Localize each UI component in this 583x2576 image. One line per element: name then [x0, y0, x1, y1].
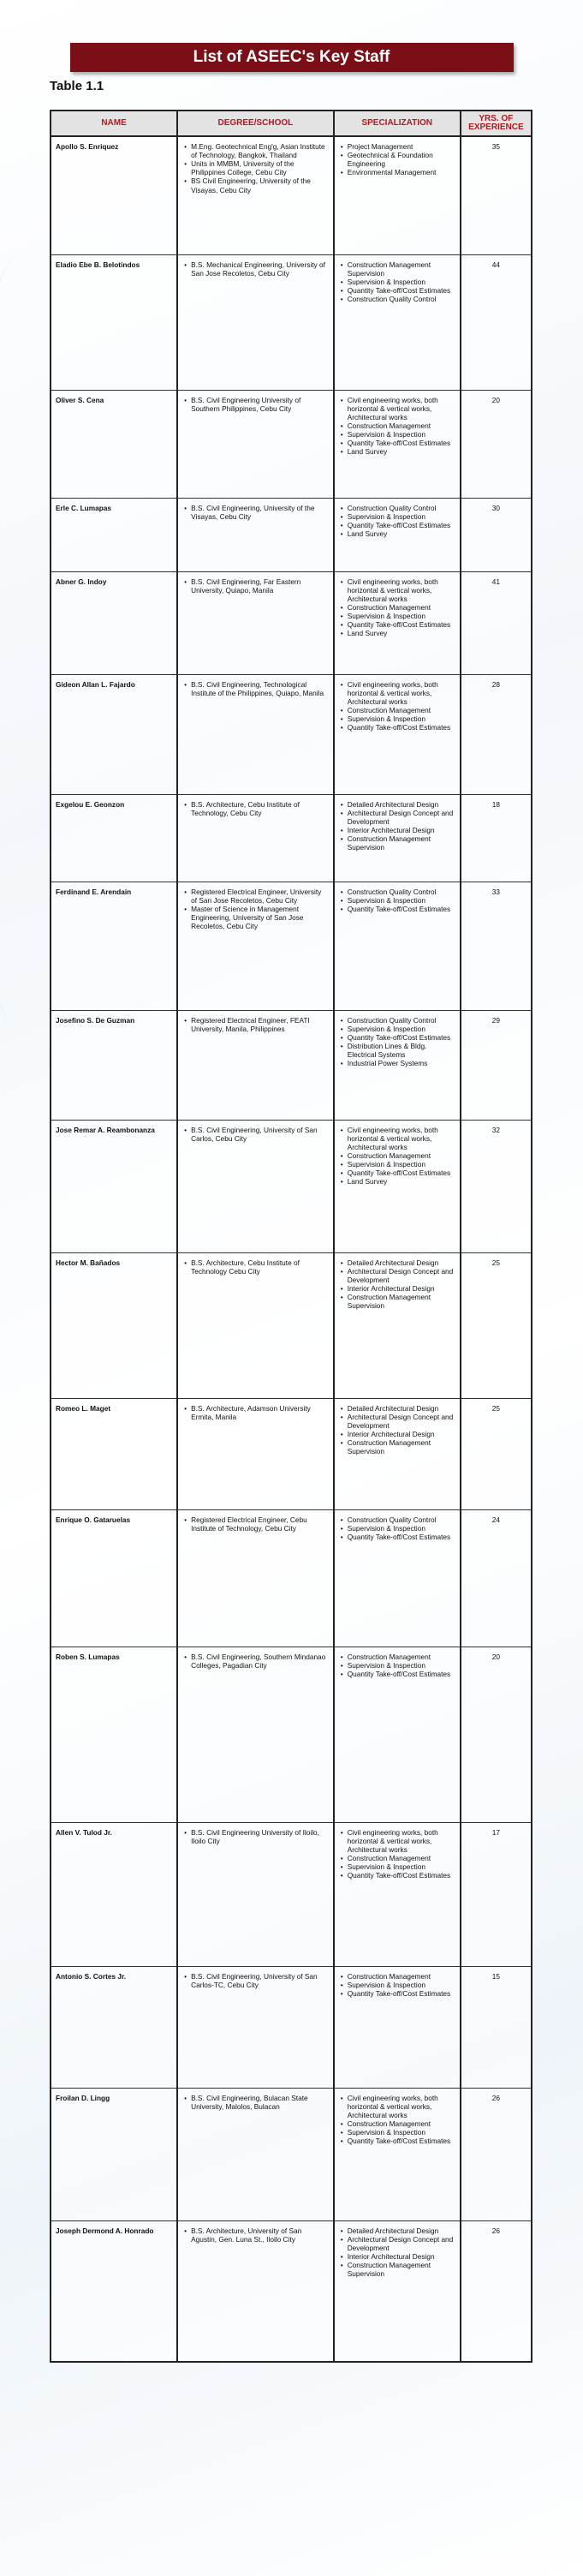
staff-name: Josefino S. De Guzman [51, 1010, 177, 1120]
specialization-item: • Industrial Power Systems [348, 1059, 455, 1067]
specialization-item: • Construction Management Supervision [348, 260, 455, 278]
specialization-item: • Interior Architectural Design [348, 1284, 455, 1293]
specialization-item: • Architectural Design Concept and Development [348, 809, 455, 826]
specialization-item: • Quantity Take-off/Cost Estimates [348, 1989, 455, 1998]
staff-name: Antonio S. Cortes Jr. [51, 1966, 177, 2088]
degree-list [182, 1404, 329, 1421]
specialization-item: • Quantity Take-off/Cost Estimates [348, 439, 455, 447]
staff-name: Eladio Ebe B. Belotindos [51, 254, 177, 390]
years-experience: 17 [461, 1822, 532, 1966]
specialization-item: • Environmental Management [348, 168, 455, 176]
years-experience: 32 [461, 1120, 532, 1252]
specialization-item: • Quantity Take-off/Cost Estimates [348, 905, 455, 913]
specialization-item: • Land Survey [348, 447, 455, 456]
specialization-item: • Quantity Take-off/Cost Estimates [348, 286, 455, 295]
specialization-item: • Construction Management Supervision [348, 2261, 455, 2278]
specialization-item: • Construction Management [348, 1972, 455, 1981]
specialization-list [339, 1126, 455, 1186]
degree-item: • B.S. Mechanical Engineering, University of San Jose Recoletos, Cebu City [191, 260, 329, 278]
specialization-list [339, 1258, 455, 1311]
years-experience: 30 [461, 498, 532, 571]
staff-name: Romeo L. Maget [51, 1398, 177, 1509]
specialization-list [339, 1653, 455, 1678]
degree-item: • B.S. Architecture, University of San Agustin, Gen. Luna St., Iloilo City [191, 2226, 329, 2244]
table-row [51, 136, 532, 254]
degree-item: • B.S. Architecture, Adamson University Ermita, Manila [191, 1404, 329, 1421]
specialization-list [339, 800, 455, 852]
degree-list [182, 1653, 329, 1670]
staff-name: Erle C. Lumapas [51, 498, 177, 571]
degree-item: • M.Eng. Geotechnical Eng'g, Asian Institute of Technology, Bangkok, Thailand [191, 142, 329, 159]
years-experience: 35 [461, 136, 532, 254]
table-row [51, 254, 532, 390]
specialization-item: • Construction Management Supervision [348, 1293, 455, 1310]
table-row [51, 794, 532, 882]
degree-item: • B.S. Civil Engineering, Far Eastern University, Quiapo, Manila [191, 577, 329, 595]
degree-item: • B.S. Civil Engineering, University of San Carlos, Cebu City [191, 1126, 329, 1143]
specialization-cell [334, 1398, 461, 1509]
degree-cell [177, 794, 334, 882]
years-experience: 20 [461, 1647, 532, 1822]
degree-list [182, 1828, 329, 1845]
specialization-cell [334, 390, 461, 498]
degree-cell [177, 390, 334, 498]
staff-name: Oliver S. Cena [51, 390, 177, 498]
degree-list [182, 577, 329, 595]
specialization-cell [334, 1509, 461, 1647]
years-experience: 41 [461, 571, 532, 674]
degree-item: • B.S. Civil Engineering, University of the Visayas, Cebu City [191, 504, 329, 521]
specialization-cell [334, 882, 461, 1010]
specialization-item: • Project Management [348, 142, 455, 151]
table-label: Table 1.1 [50, 79, 104, 93]
column-header-name: NAME [51, 111, 177, 136]
specialization-list [339, 504, 455, 538]
degree-cell [177, 1252, 334, 1398]
specialization-item: • Interior Architectural Design [348, 1430, 455, 1438]
degree-item: • B.S. Civil Engineering University of Southern Philippines, Cebu City [191, 396, 329, 413]
specialization-item: • Supervision & Inspection [348, 896, 455, 905]
header [0, 43, 583, 72]
degree-list [182, 260, 329, 278]
degree-cell [177, 571, 334, 674]
specialization-item: • Construction Quality Control [348, 888, 455, 896]
staff-name: Allen V. Tulod Jr. [51, 1822, 177, 1966]
specialization-list [339, 577, 455, 638]
specialization-item: • Supervision & Inspection [348, 1025, 455, 1033]
table-row [51, 1252, 532, 1398]
staff-name: Exgelou E. Geonzon [51, 794, 177, 882]
specialization-item: • Architectural Design Concept and Development [348, 1413, 455, 1430]
degree-list [182, 1126, 329, 1143]
degree-cell [177, 882, 334, 1010]
specialization-cell [334, 1010, 461, 1120]
specialization-cell [334, 254, 461, 390]
years-experience: 24 [461, 1509, 532, 1647]
specialization-item: • Interior Architectural Design [348, 826, 455, 834]
degree-item: • BS Civil Engineering, University of the Visayas, Cebu City [191, 176, 329, 194]
specialization-item: • Construction Management [348, 1854, 455, 1862]
table-body [51, 136, 532, 2362]
years-experience: 44 [461, 254, 532, 390]
degree-item: • B.S. Architecture, Cebu Institute of Technology, Cebu City [191, 800, 329, 817]
degree-list [182, 504, 329, 521]
specialization-item: • Civil engineering works, both horizontal & vertical works, Architectural works [348, 680, 455, 706]
specialization-cell [334, 1966, 461, 2088]
specialization-item: • Construction Quality Control [348, 1016, 455, 1025]
specialization-item: • Land Survey [348, 1177, 455, 1186]
specialization-cell [334, 498, 461, 571]
table-row [51, 1822, 532, 1966]
specialization-item: • Detailed Architectural Design [348, 2226, 455, 2235]
staff-name: Froilan D. Lingg [51, 2088, 177, 2220]
specialization-item: • Detailed Architectural Design [348, 1258, 455, 1267]
degree-list [182, 142, 329, 194]
degree-list [182, 680, 329, 697]
specialization-list [339, 1828, 455, 1880]
degree-cell [177, 674, 334, 794]
specialization-item: • Construction Quality Control [348, 504, 455, 512]
column-header-degree: DEGREE/SCHOOL [177, 111, 334, 136]
table-row [51, 1647, 532, 1822]
specialization-item: • Construction Management Supervision [348, 834, 455, 852]
specialization-item: • Quantity Take-off/Cost Estimates [348, 1871, 455, 1880]
specialization-item: • Detailed Architectural Design [348, 1404, 455, 1413]
specialization-list [339, 142, 455, 176]
degree-list [182, 888, 329, 931]
years-experience: 15 [461, 1966, 532, 2088]
specialization-item: • Supervision & Inspection [348, 430, 455, 439]
background-swoosh [0, 1285, 53, 2227]
degree-list [182, 1972, 329, 1989]
degree-list [182, 1515, 329, 1533]
specialization-item: • Quantity Take-off/Cost Estimates [348, 1670, 455, 1678]
staff-table [50, 110, 532, 2363]
years-experience: 26 [461, 2088, 532, 2220]
staff-name: Ferdinand E. Arendain [51, 882, 177, 1010]
specialization-item: • Supervision & Inspection [348, 714, 455, 723]
specialization-list [339, 888, 455, 913]
specialization-item: • Architectural Design Concept and Development [348, 1267, 455, 1284]
staff-name: Roben S. Lumapas [51, 1647, 177, 1822]
degree-cell [177, 1509, 334, 1647]
table-row [51, 2220, 532, 2362]
degree-item: • B.S. Civil Engineering, University of San Carlos-TC, Cebu City [191, 1972, 329, 1989]
degree-item: • Registered Electrical Engineer, FEATI University, Manila, Philippines [191, 1016, 329, 1033]
specialization-cell [334, 1252, 461, 1398]
specialization-item: • Civil engineering works, both horizontal & vertical works, Architectural works [348, 1126, 455, 1151]
table-row [51, 1966, 532, 2088]
table-row [51, 1398, 532, 1509]
specialization-item: • Construction Management [348, 603, 455, 612]
years-experience: 25 [461, 1398, 532, 1509]
degree-list [182, 1016, 329, 1033]
column-header-years: YRS. OF EXPERIENCE [461, 111, 532, 136]
specialization-item: • Supervision & Inspection [348, 1981, 455, 1989]
degree-cell [177, 1966, 334, 2088]
degree-cell [177, 2088, 334, 2220]
specialization-item: • Construction Quality Control [348, 1515, 455, 1524]
table-row [51, 674, 532, 794]
table-row [51, 1120, 532, 1252]
staff-name: Gideon Allan L. Fajardo [51, 674, 177, 794]
specialization-item: • Quantity Take-off/Cost Estimates [348, 1533, 455, 1541]
degree-item: • B.S. Civil Engineering University of Iloilo, Iloilo City [191, 1828, 329, 1845]
years-experience: 18 [461, 794, 532, 882]
specialization-item: • Quantity Take-off/Cost Estimates [348, 1033, 455, 1042]
specialization-item: • Distribution Lines & Bldg. Electrical Systems [348, 1042, 455, 1059]
specialization-cell [334, 1822, 461, 1966]
degree-item: • Units in MMBM, University of the Philippines College, Cebu City [191, 159, 329, 176]
degree-cell [177, 136, 334, 254]
table-row [51, 390, 532, 498]
degree-cell [177, 2220, 334, 2362]
degree-list [182, 396, 329, 413]
years-experience: 25 [461, 1252, 532, 1398]
specialization-cell [334, 2220, 461, 2362]
specialization-item: • Quantity Take-off/Cost Estimates [348, 2137, 455, 2145]
specialization-item: • Supervision & Inspection [348, 1862, 455, 1871]
specialization-list [339, 680, 455, 732]
specialization-item: • Civil engineering works, both horizontal & vertical works, Architectural works [348, 1828, 455, 1854]
specialization-cell [334, 674, 461, 794]
specialization-cell [334, 2088, 461, 2220]
specialization-cell [334, 1647, 461, 1822]
specialization-item: • Quantity Take-off/Cost Estimates [348, 521, 455, 529]
degree-cell [177, 1120, 334, 1252]
specialization-item: • Civil engineering works, both horizontal & vertical works, Architectural works [348, 2094, 455, 2119]
staff-name: Enrique O. Gataruelas [51, 1509, 177, 1647]
degree-cell [177, 1647, 334, 1822]
table-row [51, 2088, 532, 2220]
specialization-cell [334, 571, 461, 674]
degree-item: • Registered Electrical Engineer, University of San Jose Recoletos, Cebu City [191, 888, 329, 905]
years-experience: 33 [461, 882, 532, 1010]
column-header-specialization: SPECIALIZATION [334, 111, 461, 136]
degree-cell [177, 254, 334, 390]
specialization-item: • Supervision & Inspection [348, 1661, 455, 1670]
degree-list [182, 2094, 329, 2111]
specialization-cell [334, 136, 461, 254]
years-experience: 26 [461, 2220, 532, 2362]
specialization-item: • Quantity Take-off/Cost Estimates [348, 1168, 455, 1177]
staff-name: Abner G. Indoy [51, 571, 177, 674]
degree-cell [177, 1822, 334, 1966]
staff-name: Joseph Dermond A. Honrado [51, 2220, 177, 2362]
specialization-item: • Supervision & Inspection [348, 612, 455, 620]
specialization-item: • Construction Management [348, 1653, 455, 1661]
degree-item: • B.S. Architecture, Cebu Institute of Technology Cebu City [191, 1258, 329, 1276]
degree-item: • Master of Science in Management Engineering, University of San Jose Recoletos, Cebu City [191, 905, 329, 930]
degree-cell [177, 1010, 334, 1120]
years-experience: 20 [461, 390, 532, 498]
specialization-item: • Construction Management [348, 421, 455, 430]
specialization-item: • Land Survey [348, 629, 455, 637]
degree-list [182, 800, 329, 817]
specialization-item: • Land Survey [348, 529, 455, 538]
specialization-list [339, 2226, 455, 2279]
degree-item: • Registered Electrical Engineer, Cebu Institute of Technology, Cebu City [191, 1515, 329, 1533]
specialization-list [339, 1515, 455, 1541]
years-experience: 29 [461, 1010, 532, 1120]
staff-name: Apollo S. Enriquez [51, 136, 177, 254]
specialization-item: • Quantity Take-off/Cost Estimates [348, 620, 455, 629]
specialization-list [339, 1016, 455, 1068]
specialization-item: • Civil engineering works, both horizontal & vertical works, Architectural works [348, 577, 455, 603]
specialization-item: • Interior Architectural Design [348, 2252, 455, 2261]
specialization-item: • Detailed Architectural Design [348, 800, 455, 809]
specialization-item: • Supervision & Inspection [348, 2128, 455, 2137]
specialization-item: • Geotechnical & Foundation Engineering [348, 151, 455, 168]
table-row [51, 882, 532, 1010]
specialization-list [339, 1404, 455, 1456]
specialization-item: • Construction Management Supervision [348, 1438, 455, 1455]
degree-cell [177, 1398, 334, 1509]
specialization-item: • Civil engineering works, both horizontal & vertical works, Architectural works [348, 396, 455, 421]
degree-list [182, 1258, 329, 1276]
table-row [51, 498, 532, 571]
specialization-item: • Supervision & Inspection [348, 1524, 455, 1533]
specialization-item: • Construction Quality Control [348, 295, 455, 303]
degree-item: • B.S. Civil Engineering, Technological Institute of the Philippines, Quiapo, Manila [191, 680, 329, 697]
specialization-item: • Supervision & Inspection [348, 512, 455, 521]
table-row [51, 1010, 532, 1120]
specialization-list [339, 260, 455, 304]
table-header-row [51, 111, 532, 136]
specialization-cell [334, 794, 461, 882]
specialization-list [339, 1972, 455, 1998]
staff-name: Hector M. Bañados [51, 1252, 177, 1398]
specialization-list [339, 2094, 455, 2146]
specialization-item: • Construction Management [348, 1151, 455, 1160]
table-row [51, 1509, 532, 1647]
table-row [51, 571, 532, 674]
specialization-item: • Construction Management [348, 2119, 455, 2128]
degree-item: • B.S. Civil Engineering, Southern Mindanao Colleges, Pagadian City [191, 1653, 329, 1670]
specialization-list [339, 396, 455, 457]
specialization-cell [334, 1120, 461, 1252]
specialization-item: • Architectural Design Concept and Development [348, 2235, 455, 2252]
staff-name: Jose Remar A. Reambonanza [51, 1120, 177, 1252]
specialization-item: • Construction Management [348, 706, 455, 714]
specialization-item: • Supervision & Inspection [348, 278, 455, 286]
degree-item: • B.S. Civil Engineering, Bulacan State University, Malolos, Bulacan [191, 2094, 329, 2111]
page-title: List of ASEEC's Key Staff [70, 43, 514, 72]
years-experience: 28 [461, 674, 532, 794]
specialization-item: • Supervision & Inspection [348, 1160, 455, 1168]
degree-cell [177, 498, 334, 571]
degree-list [182, 2226, 329, 2244]
specialization-item: • Quantity Take-off/Cost Estimates [348, 723, 455, 732]
